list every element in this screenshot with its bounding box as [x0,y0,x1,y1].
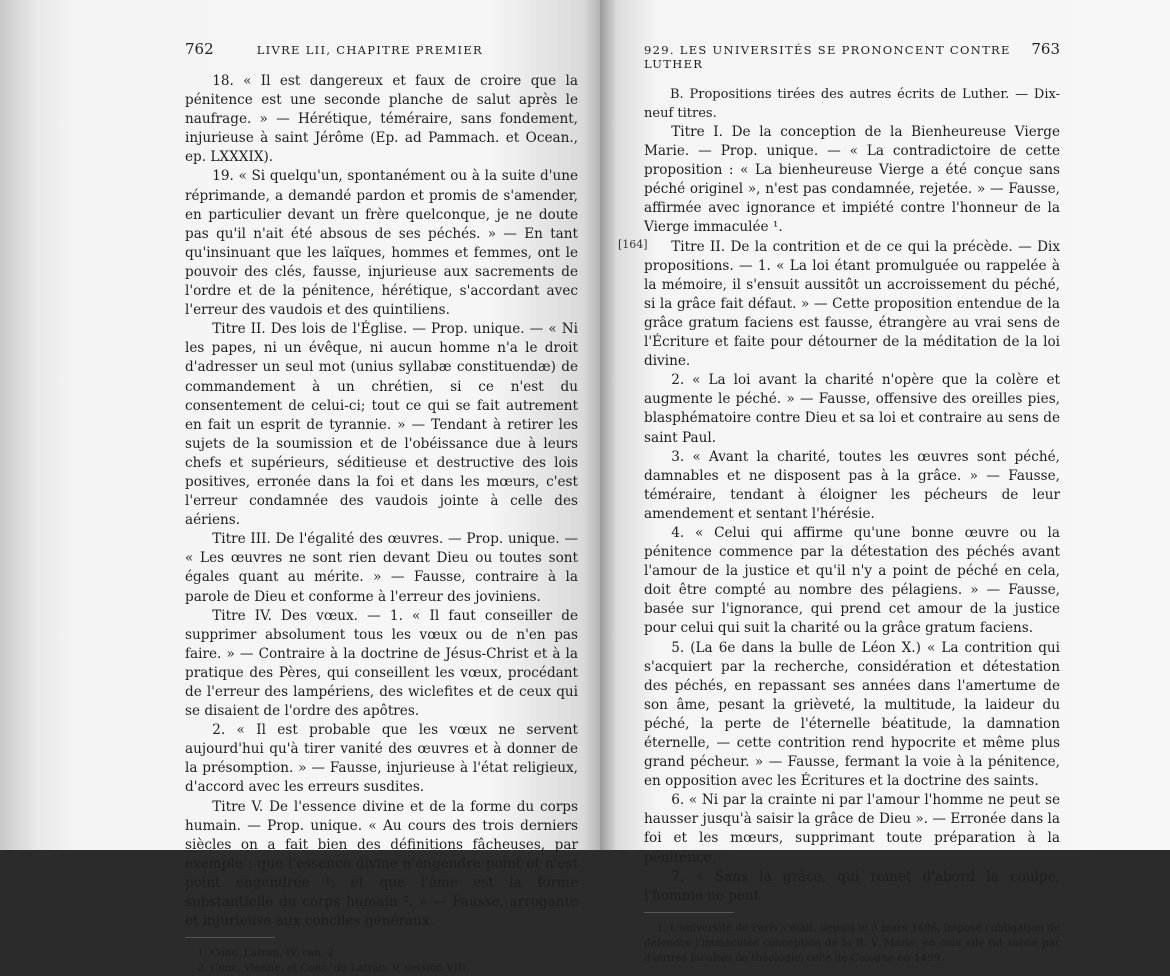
right-footnotes [644,921,1060,966]
left-body [185,72,578,931]
left-header [185,40,578,58]
paragraph: 7. « Sans la grâce, qui remet d'abord la coulpe, l'homme ne peut [644,868,1060,904]
footnote-divider [644,912,734,913]
paragraph: 3. « Avant la charité, toutes les œuvres sont péché, damnables et ne disposent pas à la grâce. » — Fausse, téméraire, tendant à éloigner les pécheurs de leur amendement et sentant l'hérésie. [644,448,1060,522]
margin-reference: [164] [618,238,648,251]
paragraph: Titre II. Des lois de l'Église. — Prop. unique. — « Ni les papes, ni un évêque, ni aucun homme n'a le droit d'adresser un seul mot (unius syllabæ constituendæ) de commandement à un chrétien, si ce n'est du consentement de celui-ci; tout ce qui se fait autrement en fait un esprit de tyrannie. » — Tendant à retirer les sujets de la soumission et de l'obéissance due à leurs chefs et supérieurs, séditieuse et destructive des lois positives, erronée dans la foi et dans les mœurs, c'est l'erreur condamnée des vaudois jointe à celle des aériens. [185,321,578,529]
paragraph: 5. (La 6e dans la bulle de Léon X.) « La contrition qui s'acquiert par la recherche, considération et détestation des péchés, en repassant ses années dans l'amertume de son âme, pesant la grièveté, la multitude, la laideur du péché, la perte de l'éternelle béatitude, la damnation éternelle, — cette contrition rend hypocrite et même plus grand pécheur. » — Fausse, fermant la voie à la pénitence, en opposition avec les Écritures et la doctrine des saints. [644,639,1060,790]
paragraph: Titre III. De l'égalité des œuvres. — Prop. unique. — « Les œuvres ne sont rien devant Dieu ou toutes sont égales quant au mérite. » — Fausse, contraire à la parole de Dieu et conforme à l'erreur des joviniens. [185,531,578,605]
paragraph: Titre II. De la contrition et de ce qui la précède. — Dix propositions. — 1. « La loi étant promulguée ou rappelée à la mémoire, il s'ensuit aussitôt un accroissement du péché, si la grâce fait défaut. » — Cette proposition entendue de la grâce gratum faciens est fausse, étrangère au vrai sens de l'Écriture et faite pour détourner de la méditation de la loi divine. [644,238,1060,370]
footnote: 1. Conc. Latran, IV, can. 2. [197,947,338,960]
paragraph: Titre V. De l'essence divine et de la forme du corps humain. — Prop. unique. « Au cours des trois derniers siècles on a fait bien des définitions fâcheuses, par exemple : que l'essence divine n'engendre point et n'est point engendrée ¹; et que l'âme est la forme substantielle du corps humain ². » — Fausse, arrogante et injurieuse aux conciles généraux. [185,798,578,930]
left-page [40,0,600,975]
footnote-divider [185,937,275,938]
paragraph: 2. « Il est probable que les vœux ne servent aujourd'hui qu'à tirer vanité des œuvres et à donner de la présomption. » — Fausse, injurieuse à l'état religieux, d'accord avec les erreurs susdites. [185,722,578,796]
running-head: LIVRE LII, CHAPITRE PREMIER [256,43,483,57]
paragraph: 6. « Ni par la crainte ni par l'amour l'homme ne peut se hausser jusqu'à saisir la grâce de Dieu ». — Erronée dans la foi et les mœurs, supprimant toute préparation à la pénitence. [644,792,1060,866]
right-body [644,123,1060,906]
page-number: 763 [1031,40,1060,58]
paragraph: 18. « Il est dangereux et faux de croire que la pénitence est une seconde planche de salut après le naufrage. » — Hérétique, téméraire, sans fondement, injurieuse à saint Jérôme (Ep. ad Pammach. et Ocean., ep. LXXXIX). [185,73,578,166]
paragraph: Titre I. De la conception de la Bienheureuse Vierge Marie. — Prop. unique. — « La contradictoire de cette proposition : « La bienheureuse Vierge a été conçue sans péché originel », n'est pas condamnée, rejetée. » — Fausse, affirmée avec ignorance et impiété contre l'honneur de la Vierge immaculée ¹. [644,124,1060,236]
left-footnotes [185,946,578,976]
right-header [644,40,1060,71]
paragraph: Titre IV. Des vœux. — 1. « Il faut conseiller de supprimer absolument tous les vœux ou de n'en pas faire. » — Contraire à la doctrine de Jésus-Christ et à la pratique des Pères, qui conseillent les vœux, procédant de l'erreur des lampériens, des wiclefites et de ceux qui se disaient de l'ordre des apôtres. [185,607,578,720]
paragraph: 4. « Celui qui affirme qu'une bonne œuvre ou la pénitence commence par la détestation des péchés avant l'amour de la justice et qu'il n'y a point de péché en cela, doit être compté au nombre des pélagiens. » — Fausse, basée sur l'ignorance, qui prend cet amour de la justice pour celui qui suit la charité ou la grâce gratum faciens. [644,524,1060,637]
running-head: 929. LES UNIVERSITÉS SE PRONONCENT CONTRE LUTHER [644,43,1011,71]
page-number: 762 [185,40,214,58]
book-edge [0,0,40,850]
paragraph: 2. « La loi avant la charité n'opère que la colère et augmente le péché. » — Fausse, offensive des oreilles pies, blasphématoire contre Dieu et sa loi et contraire au sens de saint Paul. [644,372,1060,446]
footnote: 1. L'université de Paris s'était, depuis le 3 mars 1496, imposé l'obligation de défendre l'immaculée conception de la B. V. Marie; en cela elle fut suivie par d'autres facultés de théologie, celle de Cologne en 1499. [644,921,1060,964]
paragraph: 19. « Si quelqu'un, spontanément ou à la suite d'une réprimande, a demandé pardon et promis de s'amender, en particulier devant un frère quelconque, je ne doute pas qu'il n'ait été absous de ses péchés. » — En tant qu'insinuant que les laïques, hommes et femmes, ont le pouvoir des clés, fausse, injurieuse aux sacrements de l'ordre et de la pénitence, hérétique, s'accordant avec l'erreur des vaudois et des quintiliens. [185,168,578,319]
right-page [600,0,1170,964]
section-title: B. Propositions tirées des autres écrits de Luther. — Dix-neuf titres. [644,87,1060,121]
footnote: 2. Conc. Vienne, et Conc. du Latran, V, session VIII. [197,962,470,975]
